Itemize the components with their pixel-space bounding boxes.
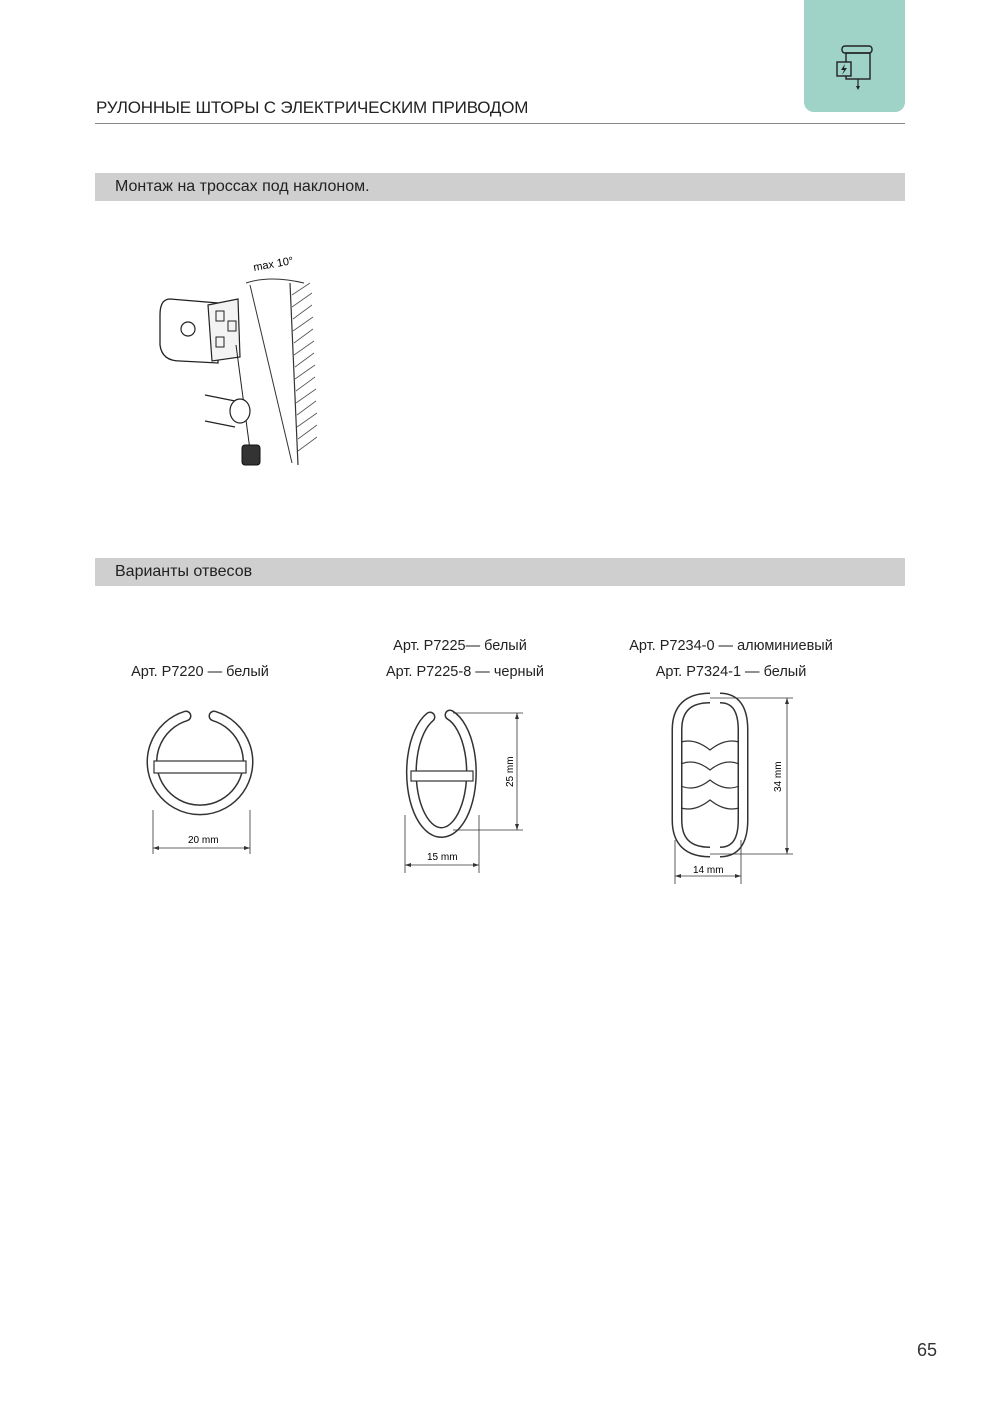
weight-3-caption-line1: Арт. P7234-0 — алюминиевый bbox=[629, 638, 833, 654]
weight-3-caption-line2: Арт. P7324-1 — белый bbox=[655, 664, 807, 680]
section-title-mount: Монтаж на троссах под наклоном. bbox=[115, 178, 370, 195]
weight-profile-p7225 bbox=[395, 705, 530, 875]
section-tab bbox=[804, 0, 905, 112]
weight-2-caption-line1: Арт. P7225— белый bbox=[393, 638, 527, 654]
weight-3-height: 34 mm bbox=[773, 761, 784, 792]
weight-profile-p7234 bbox=[665, 690, 800, 885]
page-title: РУЛОННЫЕ ШТОРЫ С ЭЛЕКТРИЧЕСКИМ ПРИВОДОМ bbox=[96, 98, 529, 117]
weight-3-width: 14 mm bbox=[693, 865, 724, 876]
weight-1-caption: Арт. P7220 — белый bbox=[131, 664, 269, 680]
angle-label: max 10° bbox=[252, 255, 295, 274]
title-divider bbox=[95, 123, 905, 124]
weight-2-width: 15 mm bbox=[427, 852, 458, 863]
section-header-weights bbox=[95, 558, 905, 586]
cable-mount-diagram bbox=[150, 245, 330, 475]
weight-profile-p7220 bbox=[140, 710, 264, 860]
section-header-mount bbox=[95, 173, 905, 201]
page-number: 65 bbox=[917, 1340, 938, 1360]
roller-blind-motor-icon bbox=[832, 42, 880, 94]
weight-2-height: 25 mm bbox=[505, 756, 516, 787]
weight-1-width: 20 mm bbox=[188, 835, 219, 846]
section-title-weights: Варианты отвесов bbox=[115, 563, 253, 580]
weight-2-caption-line2: Арт. P7225-8 — черный bbox=[385, 664, 545, 680]
